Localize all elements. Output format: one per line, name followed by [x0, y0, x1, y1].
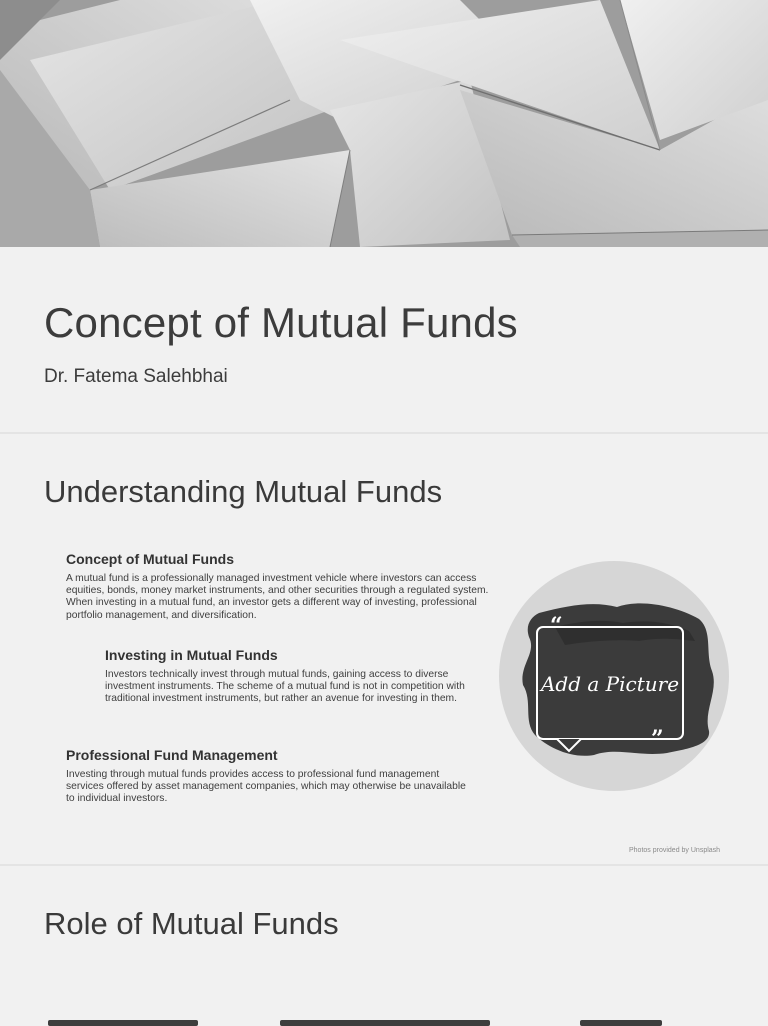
slide-title: Role of Mutual Funds [44, 906, 339, 941]
role-slide [0, 866, 768, 1024]
presentation-title: Concept of Mutual Funds [44, 299, 518, 346]
hero-photo [0, 0, 768, 247]
title-slide [0, 247, 768, 432]
block-heading: Concept of Mutual Funds [66, 551, 234, 567]
understanding-slide [0, 434, 768, 864]
cropped-text [280, 1020, 490, 1026]
block-text: Investors technically invest through mutual funds, gaining access to diverse investment instruments. The scheme of a mutual fund is not in competition with traditional investment instruments, but rather an avenue for investing in them. [105, 669, 465, 705]
paper-sheets-image [0, 0, 768, 247]
slide-title: Understanding Mutual Funds [44, 474, 443, 509]
picture-placeholder[interactable] [499, 561, 729, 791]
add-picture-graphic [499, 561, 729, 791]
photo-credit: Photos provided by Unsplash [629, 847, 721, 854]
block-heading: Professional Fund Management [66, 747, 278, 763]
cropped-text-row [44, 1014, 744, 1026]
svg-text:”: ” [651, 726, 664, 752]
investing-block [105, 647, 477, 706]
concept-block [66, 551, 496, 622]
block-text: A mutual fund is a professionally managed investment vehicle where investors can access equities, bonds, money market instruments, and other securities through a regulated system. When investing in a mutual fund, an investor gets a different way of investing, professional portfolio management, and diversification. [66, 573, 489, 621]
author-name: Dr. Fatema Salehbhai [44, 366, 228, 387]
block-heading: Investing in Mutual Funds [105, 647, 278, 663]
svg-text:“: “ [550, 613, 563, 639]
block-text: Investing through mutual funds provides access to professional fund management services offered by asset management companies, which may otherwise be unavailable to individual investors. [66, 769, 466, 805]
picture-label: Add a Picture [540, 672, 680, 696]
cropped-text [580, 1020, 662, 1026]
management-block [66, 747, 466, 806]
cropped-text [48, 1020, 198, 1026]
